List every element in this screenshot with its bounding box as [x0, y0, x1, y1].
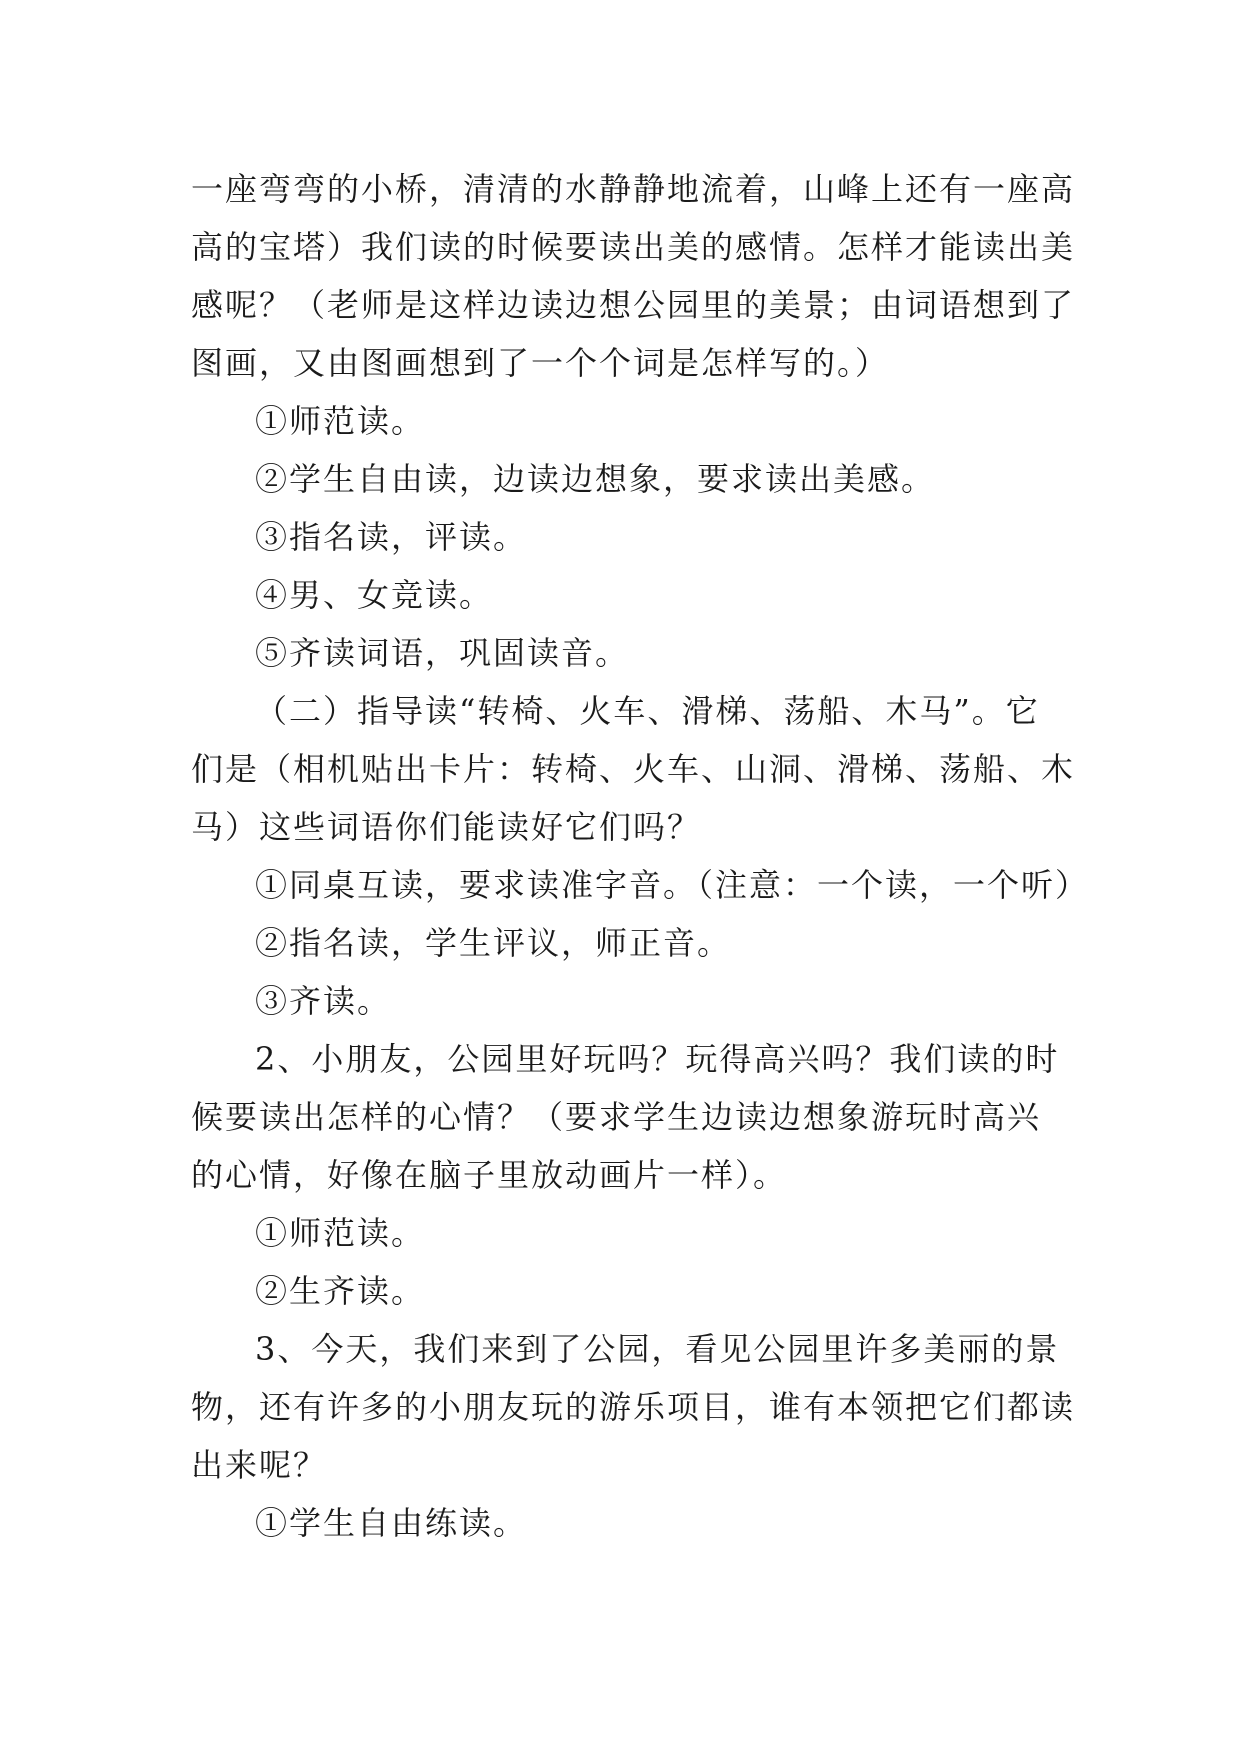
text-line: ②生齐读。: [255, 1272, 426, 1310]
text-line: ②指名读，学生评议，师正音。: [255, 924, 732, 962]
text-line: 们是（相机贴出卡片：转椅、火车、山洞、滑梯、荡船、木: [191, 750, 1076, 788]
text-line: ①师范读。: [255, 402, 426, 440]
text-line: 候要读出怎样的心情？（要求学生边读边想象游玩时高兴: [191, 1098, 1042, 1136]
text-line: 一座弯弯的小桥，清清的水静静地流着，山峰上还有一座高: [191, 170, 1076, 208]
text-line: ①同桌互读，要求读准字音。（注意：一个读，一个听）: [255, 866, 1090, 904]
document-body: [191, 160, 1090, 1552]
text-line: ③齐读。: [255, 982, 392, 1020]
text-line: ①学生自由练读。: [255, 1504, 528, 1542]
text-line: ③指名读，评读。: [255, 518, 528, 556]
text-line: 2、小朋友，公园里好玩吗？玩得高兴吗？我们读的时: [255, 1040, 1060, 1078]
text-line: ④男、女竞读。: [255, 576, 494, 614]
text-line: 高的宝塔）我们读的时候要读出美的感情。怎样才能读出美: [191, 228, 1076, 266]
text-line: ⑤齐读词语，巩固读音。: [255, 634, 630, 672]
text-line: 出来呢？: [191, 1446, 328, 1484]
text-line: 3、今天，我们来到了公园，看见公园里许多美丽的景: [255, 1330, 1060, 1368]
text-line: 的心情，好像在脑子里放动画片一样）。: [191, 1156, 788, 1194]
text-line: 马）这些词语你们能读好它们吗？: [191, 808, 702, 846]
text-line: （二）指导读“转椅、火车、滑梯、荡船、木马”。它: [255, 692, 1040, 730]
text-line: ②学生自由读，边读边想象，要求读出美感。: [255, 460, 936, 498]
text-line: 图画，又由图画想到了一个个词是怎样写的。）: [191, 344, 890, 382]
text-line: 物，还有许多的小朋友玩的游乐项目，谁有本领把它们都读: [191, 1388, 1076, 1426]
text-line: 感呢？（老师是这样边读边想公园里的美景；由词语想到了: [191, 286, 1076, 324]
text-line: ①师范读。: [255, 1214, 426, 1252]
